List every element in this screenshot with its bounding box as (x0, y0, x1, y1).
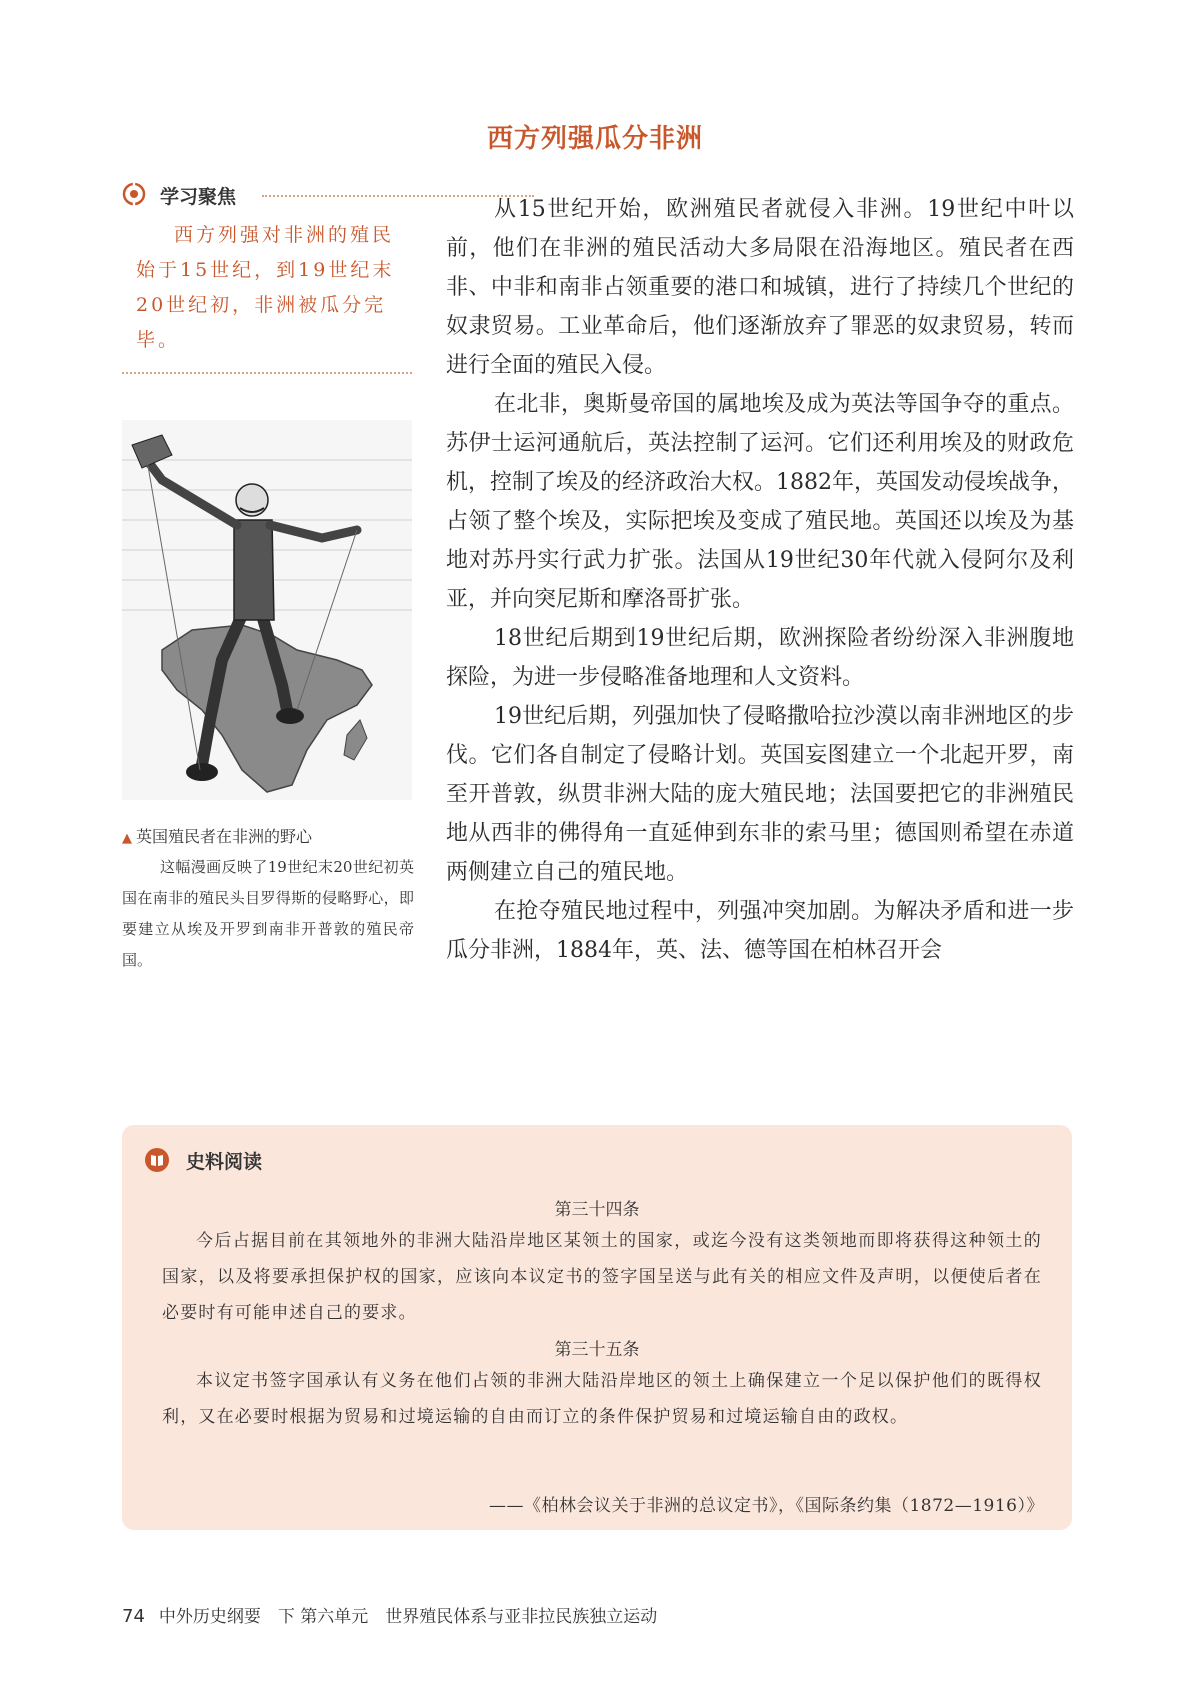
main-text (446, 190, 1074, 970)
article-34-text: 今后占据目前在其领地外的非洲大陆沿岸地区某领土的国家，或迄今没有这类领地而即将获得这种领土的国家，以及将要承担保护权的国家，应该向本议定书的签字国呈送与此有关的相应文件及声明，以便使后者在必要时有可能申述自己的要求。 (162, 1231, 1042, 1323)
article-35-heading: 第三十五条 (554, 1340, 640, 1360)
page-footer (122, 1602, 657, 1627)
source-reading-box (122, 1125, 1072, 1530)
book-unit-title: 中外历史纲要 下 第六单元 世界殖民体系与亚非拉民族独立运动 (158, 1607, 658, 1627)
learning-focus-text: 西方列强对非洲的殖民始于15世纪，到19世纪末20世纪初，非洲被瓜分完毕。 (136, 224, 395, 351)
figure-caption-title: ▲ 英国殖民者在非洲的野心 (122, 827, 313, 846)
article-35-text: 本议定书签字国承认有义务在他们占领的非洲大陆沿岸地区的领土上确保建立一个足以保护他们的既得权利，又在必要时根据为贸易和过境运输的自由而订立的条件保护贸易和过境运输自由的政权。 (162, 1371, 1042, 1427)
learning-focus-label: 学习聚焦 (160, 186, 237, 208)
figure-caption-text: 这幅漫画反映了19世纪末20世纪初英国在南非的殖民头目罗得斯的侵略野心，即要建立从埃及开罗到南非开普敦的殖民帝国。 (122, 858, 414, 969)
divider (122, 372, 412, 374)
triangle-marker-icon: ▲ (122, 831, 132, 846)
book-icon (144, 1147, 170, 1173)
source-reading-label: 史料阅读 (186, 1151, 263, 1173)
article-34-heading: 第三十四条 (554, 1200, 640, 1220)
paragraph: 在北非，奥斯曼帝国的属地埃及成为英法等国争夺的重点。苏伊士运河通航后，英法控制了运河。它们还利用埃及的财政危机，控制了埃及的经济政治大权。1882年，英国发动侵埃战争，占领了整个埃及，实际把埃及变成了殖民地。英国还以埃及为基地对苏丹实行武力扩张。法国从19世纪30年代就入侵阿尔及利亚，并向突尼斯和摩洛哥扩张。 (446, 392, 1074, 612)
rhodes-colossus-cartoon (122, 420, 412, 800)
page-title: 西方列强瓜分非洲 (486, 124, 703, 154)
target-icon (122, 182, 146, 206)
learning-focus-header (122, 180, 412, 210)
source-citation: ——《柏林会议关于非洲的总议定书》，《国际条约集（1872—1916）》 (488, 1496, 1044, 1516)
paragraph: 18世纪后期到19世纪后期，欧洲探险者纷纷深入非洲腹地探险，为进一步侵略准备地理和人文资料。 (446, 626, 1074, 690)
page-number: 74 (122, 1606, 145, 1627)
paragraph: 从15世纪开始，欧洲殖民者就侵入非洲。19世纪中叶以前，他们在非洲的殖民活动大多局限在沿海地区。殖民者在西非、中非和南非占领重要的港口和城镇，进行了持续几个世纪的奴隶贸易。工业革命后，他们逐渐放弃了罪恶的奴隶贸易，转而进行全面的殖民入侵。 (446, 197, 1074, 378)
paragraph: 19世纪后期，列强加快了侵略撒哈拉沙漠以南非洲地区的步伐。它们各自制定了侵略计划。英国妄图建立一个北起开罗，南至开普敦，纵贯非洲大陆的庞大殖民地；法国要把它的非洲殖民地从西非的佛得角一直延伸到东非的索马里；德国则希望在赤道两侧建立自己的殖民地。 (446, 704, 1074, 885)
paragraph: 在抢夺殖民地过程中，列强冲突加剧。为解决矛盾和进一步瓜分非洲，1884年，英、法、德等国在柏林召开会 (446, 899, 1074, 963)
